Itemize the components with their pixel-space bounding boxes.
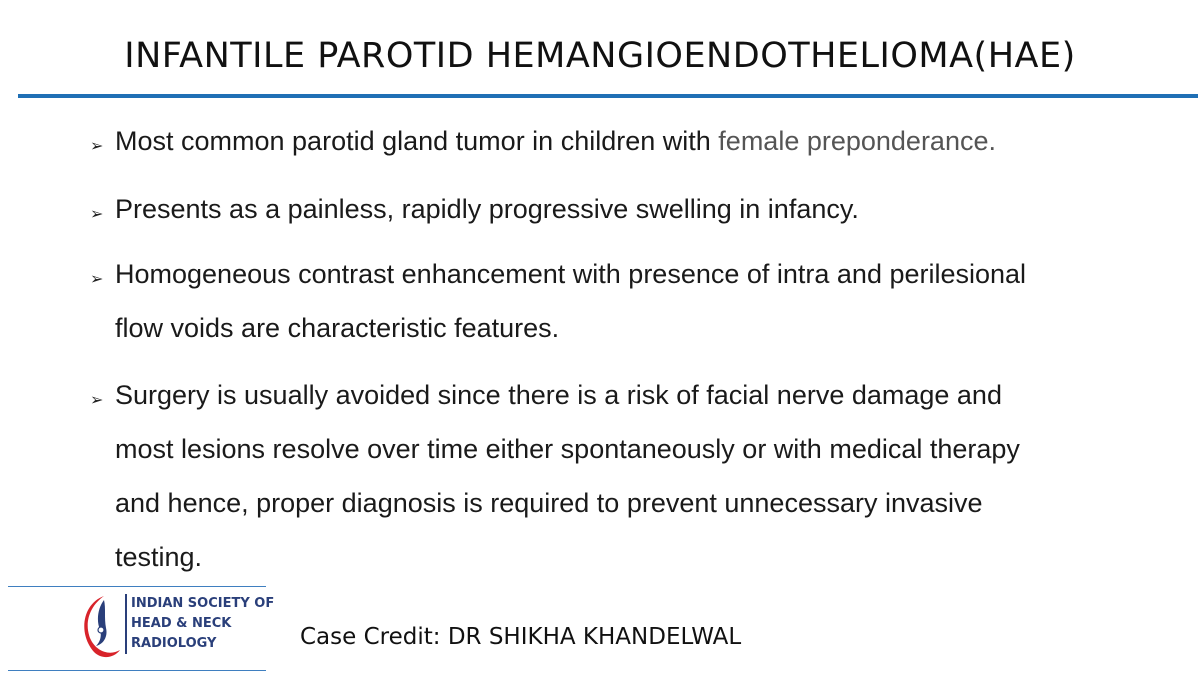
logo-line: HEAD & NECK [131,616,232,631]
logo-line: RADIOLOGY [131,636,217,651]
bullet-text-emphasis: female preponderance. [718,126,996,156]
bullet-arrow-icon: ➢ [90,138,104,155]
society-logo-icon [74,590,124,662]
bullet-text-line: testing. [115,542,203,572]
case-credit: Case Credit: DR SHIKHA KHANDELWAL [300,624,742,650]
bullet-arrow-icon: ➢ [90,271,104,288]
bullet-text-line [115,126,996,157]
logo-top-rule [8,586,266,587]
bullet-text-line: flow voids are characteristic features. [115,313,560,343]
slide-title: INFANTILE PAROTID HEMANGIOENDOTHELIOMA(HAE) [124,36,1076,76]
society-logo-text [125,594,274,654]
logo-bottom-rule [8,670,266,671]
bullet-text-line: Presents as a painless, rapidly progressive swelling in infancy. [115,194,859,224]
bullet-text-line: Homogeneous contrast enhancement with presence of intra and perilesional [115,259,1027,289]
bullet-text-part: Most common parotid gland tumor in children with [115,126,711,156]
bullet-text-line: Surgery is usually avoided since there is a risk of facial nerve damage and [115,380,1002,410]
bullet-text-line: and hence, proper diagnosis is required to prevent unnecessary invasive [115,488,983,518]
bullet-arrow-icon: ➢ [90,392,104,409]
title-underline [18,94,1198,98]
bullet-arrow-icon: ➢ [90,206,104,223]
logo-line: INDIAN SOCIETY OF [131,596,275,611]
bullet-text-line: most lesions resolve over time either spontaneously or with medical therapy [115,434,1020,464]
